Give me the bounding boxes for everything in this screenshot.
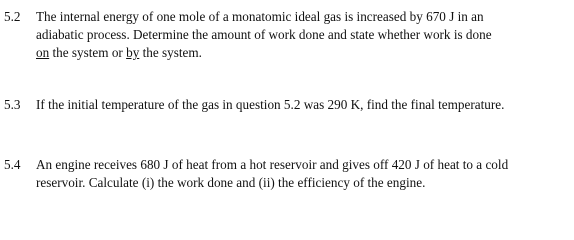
question-number: 5.3 — [4, 97, 21, 112]
question-line: adiabatic process. Determine the amount of work done and state whether work is done — [36, 27, 492, 42]
underlined-on: on — [36, 45, 50, 60]
question-line: reservoir. Calculate (i) the work done and (ii) the efficiency of the engine. — [36, 175, 426, 190]
question-line-fragment: the system or — [49, 45, 127, 60]
question-line: An engine receives 680 J of heat from a hot reservoir and gives off 420 J of heat to a cold — [36, 157, 509, 172]
question-line — [36, 44, 568, 62]
underlined-by: by — [126, 45, 140, 60]
question-number: 5.4 — [4, 157, 21, 172]
question-text — [36, 156, 568, 192]
question-line-fragment: the system. — [139, 45, 202, 60]
question-text — [36, 8, 568, 62]
question-line: The internal energy of one mole of a monatomic ideal gas is increased by 670 J in an — [36, 9, 484, 24]
question-text — [36, 96, 568, 114]
question-line: If the initial temperature of the gas in question 5.2 was 290 K, find the final temperature. — [36, 97, 505, 112]
question-number: 5.2 — [4, 9, 21, 24]
